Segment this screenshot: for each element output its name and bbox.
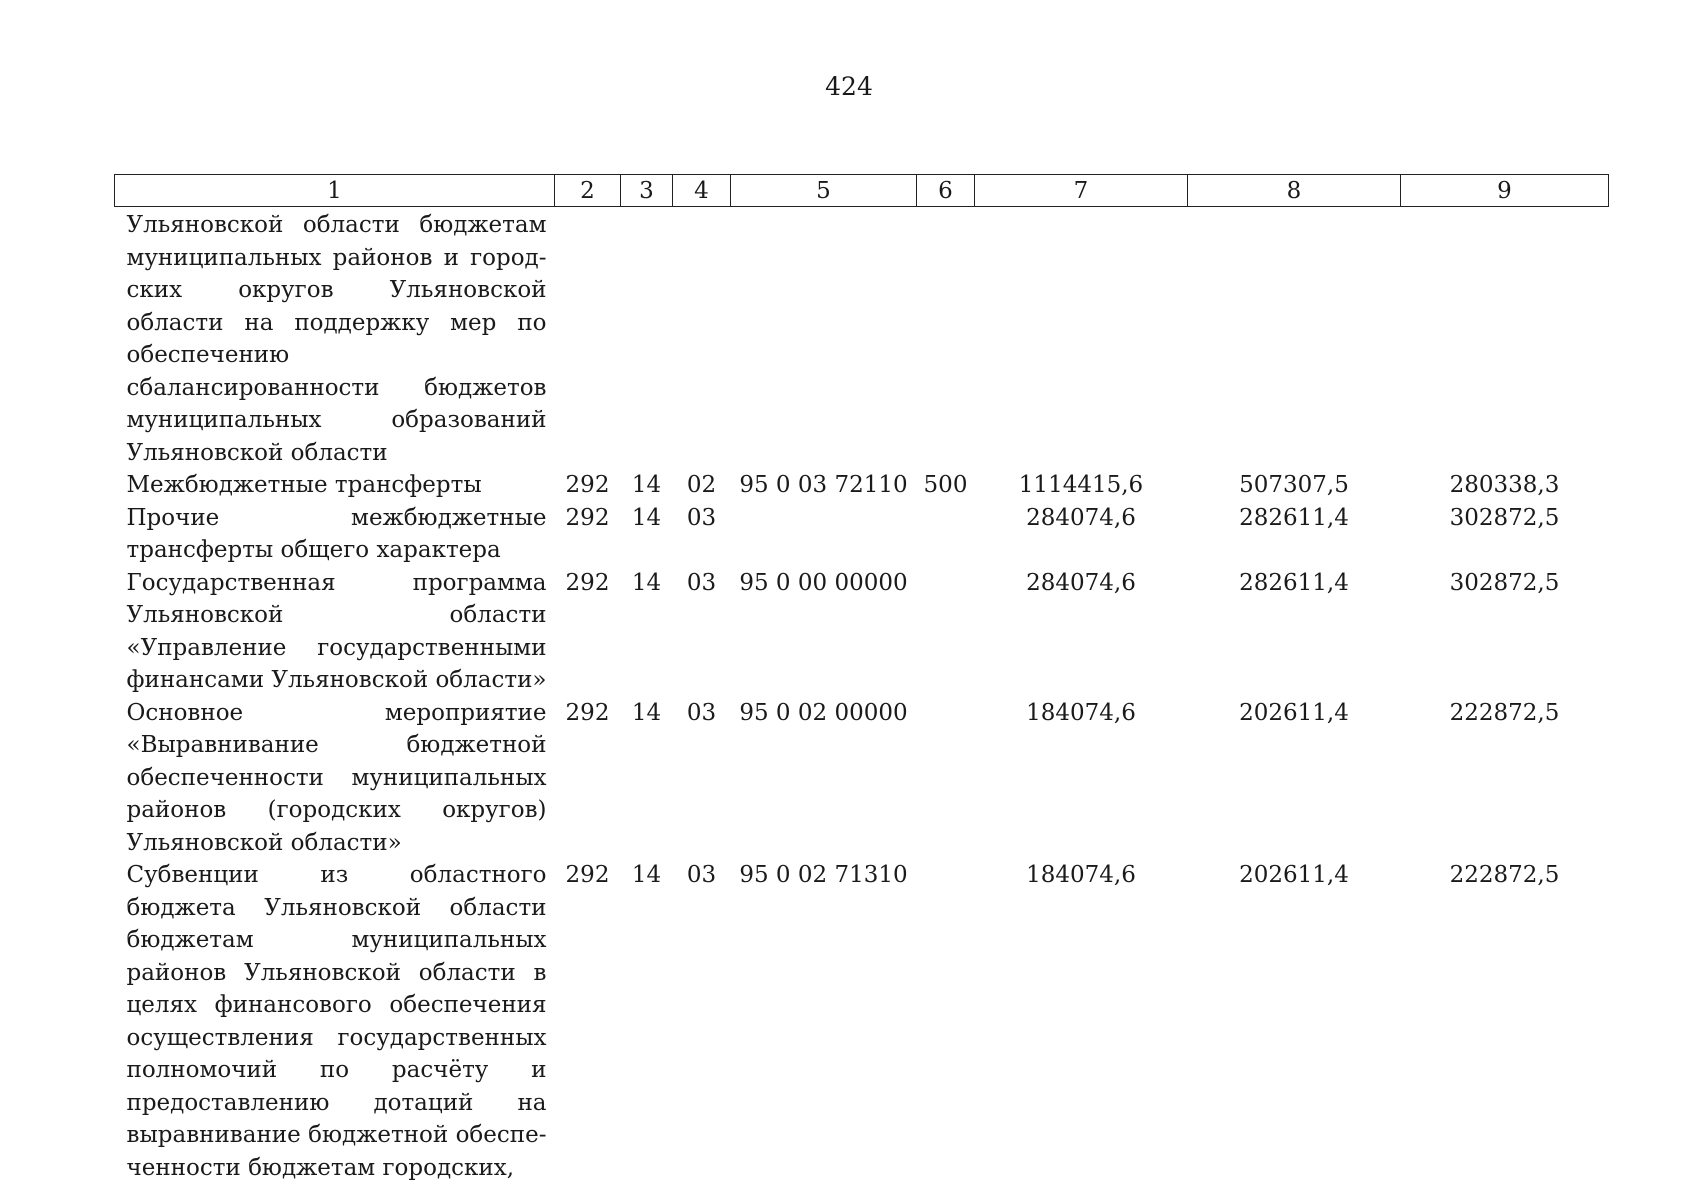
cell-col3 <box>621 207 673 470</box>
cell-col4: 03 <box>686 569 717 596</box>
cell-col8 <box>1188 207 1401 470</box>
cell-col7: 284074,6 <box>1026 504 1136 531</box>
cell-col9: 280338,3 <box>1449 472 1560 498</box>
cell-col3: 14 <box>631 862 662 888</box>
cell-col5: 95 0 02 00000 <box>739 699 908 726</box>
col-header: 8 <box>1188 175 1401 207</box>
cell-col5 <box>731 502 917 567</box>
cell-col6: 500 <box>923 472 968 498</box>
row-description: Межбюджетные трансферты <box>126 472 482 498</box>
table-row <box>115 567 1609 697</box>
row-description: Государственная программа Ульяновской области «Управление государственными финансами Ульяновской области» <box>126 569 547 693</box>
cell-col4 <box>673 207 731 470</box>
cell-col7: 1114415,6 <box>1018 472 1144 498</box>
cell-col4: 03 <box>686 699 717 726</box>
cell-col2: 292 <box>565 504 610 531</box>
cell-col7: 284074,6 <box>1026 569 1136 596</box>
cell-col8: 507307,5 <box>1239 472 1349 498</box>
cell-col5: 95 0 00 00000 <box>739 569 908 596</box>
cell-col3: 14 <box>631 699 662 726</box>
table-row <box>115 859 1609 1184</box>
cell-col6 <box>917 859 975 1184</box>
cell-col3: 14 <box>631 472 662 498</box>
row-description: Прочие межбюджетные трансферты общего характера <box>126 504 547 563</box>
budget-table <box>114 174 1609 1184</box>
cell-col2: 292 <box>565 699 610 726</box>
cell-col8: 282611,4 <box>1239 569 1349 596</box>
cell-col8: 282611,4 <box>1239 504 1349 531</box>
cell-col7: 184074,6 <box>1026 699 1136 726</box>
cell-col9: 302872,5 <box>1449 569 1560 596</box>
cell-col3: 14 <box>631 504 662 531</box>
col-header: 3 <box>621 175 673 207</box>
col-header: 6 <box>917 175 975 207</box>
cell-col6 <box>917 207 975 470</box>
row-description: Основное мероприятие «Выравнивание бюджетной обеспеченности муниципальных районов (городских округов) Ульяновской области» <box>126 699 547 856</box>
cell-col6 <box>917 697 975 860</box>
cell-col6 <box>917 567 975 697</box>
col-header: 2 <box>555 175 621 207</box>
cell-col5: 95 0 02 71310 <box>739 862 908 888</box>
header-row <box>115 175 1609 207</box>
cell-col9: 222872,5 <box>1449 862 1560 888</box>
cell-col8: 202611,4 <box>1239 699 1349 726</box>
cell-col4: 03 <box>686 504 717 531</box>
col-header: 7 <box>975 175 1188 207</box>
table-row <box>115 207 1609 470</box>
cell-col3: 14 <box>631 569 662 596</box>
cell-col5: 95 0 03 72110 <box>739 472 908 498</box>
cell-col2 <box>555 207 621 470</box>
row-description: Субвенции из областного бюджета Ульяновской области бюджетам муниципальных районов Ульяновской области в целях финансового обеспечения осуществления государственных полномочий по расчёту и предоставлению дотаций на выравнивание бюджетной обеспеченности бюджетам городских, <box>126 862 547 1181</box>
row-description: Ульяновской области бюджетам муниципальных районов и городских округов Ульяновской области на поддержку мер по обеспечению сбалансированности бюджетов муниципальных образований Ульяновской области <box>126 212 547 466</box>
cell-col2: 292 <box>565 862 610 888</box>
table-row <box>115 469 1609 502</box>
cell-col7: 184074,6 <box>1026 862 1136 888</box>
cell-col9: 222872,5 <box>1449 699 1560 726</box>
col-header: 9 <box>1401 175 1609 207</box>
cell-col2: 292 <box>565 472 610 498</box>
cell-col9: 302872,5 <box>1449 504 1560 531</box>
cell-col8: 202611,4 <box>1239 862 1349 888</box>
cell-col6 <box>917 502 975 567</box>
cell-col9 <box>1401 207 1609 470</box>
cell-col4: 03 <box>686 862 717 888</box>
page-number: 424 <box>825 72 873 101</box>
col-header: 4 <box>673 175 731 207</box>
table-row <box>115 697 1609 860</box>
col-header: 1 <box>115 175 555 207</box>
table-row <box>115 502 1609 567</box>
cell-col7 <box>975 207 1188 470</box>
cell-col5 <box>731 207 917 470</box>
col-header: 5 <box>731 175 917 207</box>
cell-col2: 292 <box>565 569 610 596</box>
cell-col4: 02 <box>686 472 717 498</box>
